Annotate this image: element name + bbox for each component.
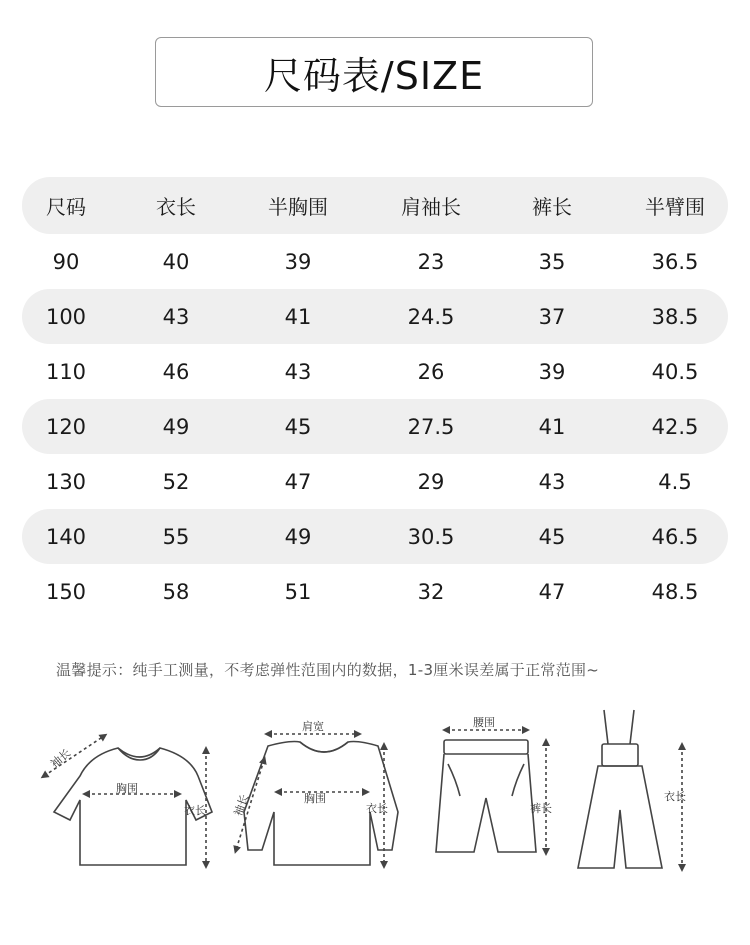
table-cell: 55 bbox=[162, 524, 190, 549]
table-header-row bbox=[22, 177, 728, 234]
header-cell-shoulder-sleeve: 肩袖长 bbox=[401, 195, 461, 219]
table-cell: 23 bbox=[417, 249, 445, 274]
table-cell: 100 bbox=[45, 304, 87, 329]
sweater-width-label: 肩宽 bbox=[302, 720, 324, 733]
tshirt-chest-label: 胸围 bbox=[116, 782, 138, 795]
table-cell: 48.5 bbox=[651, 579, 699, 604]
table-cell: 42.5 bbox=[651, 414, 699, 439]
table-cell: 46 bbox=[162, 359, 190, 384]
table-cell: 130 bbox=[45, 469, 87, 494]
garment-diagrams bbox=[0, 700, 750, 900]
table-cell: 40 bbox=[162, 249, 190, 274]
table-row bbox=[22, 399, 728, 454]
table-cell: 140 bbox=[45, 524, 87, 549]
table-cell: 47 bbox=[284, 469, 312, 494]
table-cell: 46.5 bbox=[651, 524, 699, 549]
table-cell: 39 bbox=[284, 249, 312, 274]
header-cell-pants-length: 裤长 bbox=[532, 195, 572, 219]
shorts-length-label: 裤长 bbox=[530, 802, 552, 815]
page-title: 尺码表/SIZE bbox=[155, 37, 593, 107]
table-cell: 40.5 bbox=[651, 359, 699, 384]
tshirt-length-label: 衣长 bbox=[184, 804, 206, 817]
header-cell-half-arm: 半臂围 bbox=[645, 195, 705, 219]
tshirt-sleeve-label: 袖长 bbox=[48, 746, 74, 771]
table-cell: 45 bbox=[284, 414, 312, 439]
table-cell: 35 bbox=[538, 249, 566, 274]
header-cell-half-chest: 半胸围 bbox=[268, 195, 328, 219]
table-cell: 49 bbox=[284, 524, 312, 549]
table-row bbox=[22, 564, 728, 619]
table-cell: 90 bbox=[52, 249, 80, 274]
sweater-chest-label: 胸围 bbox=[304, 792, 326, 805]
table-cell: 4.5 bbox=[658, 469, 692, 494]
table-cell: 39 bbox=[538, 359, 566, 384]
table-cell: 32 bbox=[417, 579, 445, 604]
table-row bbox=[22, 509, 728, 564]
sweater-length-label: 衣长 bbox=[366, 802, 388, 815]
overalls-length-label: 衣长 bbox=[664, 790, 686, 803]
table-cell: 47 bbox=[538, 579, 566, 604]
sweater-sleeve-label: 袖长 bbox=[231, 792, 252, 818]
table-cell: 45 bbox=[538, 524, 566, 549]
table-cell: 41 bbox=[284, 304, 312, 329]
table-cell: 24.5 bbox=[407, 304, 455, 329]
table-cell: 30.5 bbox=[407, 524, 455, 549]
table-cell: 120 bbox=[45, 414, 87, 439]
table-cell: 58 bbox=[162, 579, 190, 604]
table-cell: 43 bbox=[538, 469, 566, 494]
measurement-note: 温馨提示：纯手工测量，不考虑弹性范围内的数据，1-3厘米误差属于正常范围~ bbox=[56, 661, 600, 679]
table-cell: 26 bbox=[417, 359, 445, 384]
header-cell-size: 尺码 bbox=[46, 195, 86, 219]
table-cell: 43 bbox=[162, 304, 190, 329]
overalls-diagram bbox=[578, 710, 682, 868]
table-cell: 41 bbox=[538, 414, 566, 439]
table-row bbox=[22, 234, 728, 289]
table-cell: 38.5 bbox=[651, 304, 699, 329]
table-cell: 150 bbox=[45, 579, 87, 604]
table-cell: 52 bbox=[162, 469, 190, 494]
table-row bbox=[22, 289, 728, 344]
table-cell: 27.5 bbox=[407, 414, 455, 439]
size-table bbox=[22, 177, 728, 619]
shorts-diagram bbox=[436, 730, 546, 852]
table-cell: 110 bbox=[45, 359, 87, 384]
table-cell: 49 bbox=[162, 414, 190, 439]
header-cell-length: 衣长 bbox=[156, 195, 196, 219]
table-row bbox=[22, 344, 728, 399]
shorts-waist-label: 腰围 bbox=[473, 716, 495, 729]
table-cell: 51 bbox=[284, 579, 312, 604]
table-cell: 37 bbox=[538, 304, 566, 329]
table-cell: 43 bbox=[284, 359, 312, 384]
table-row bbox=[22, 454, 728, 509]
table-cell: 29 bbox=[417, 469, 445, 494]
table-cell: 36.5 bbox=[651, 249, 699, 274]
